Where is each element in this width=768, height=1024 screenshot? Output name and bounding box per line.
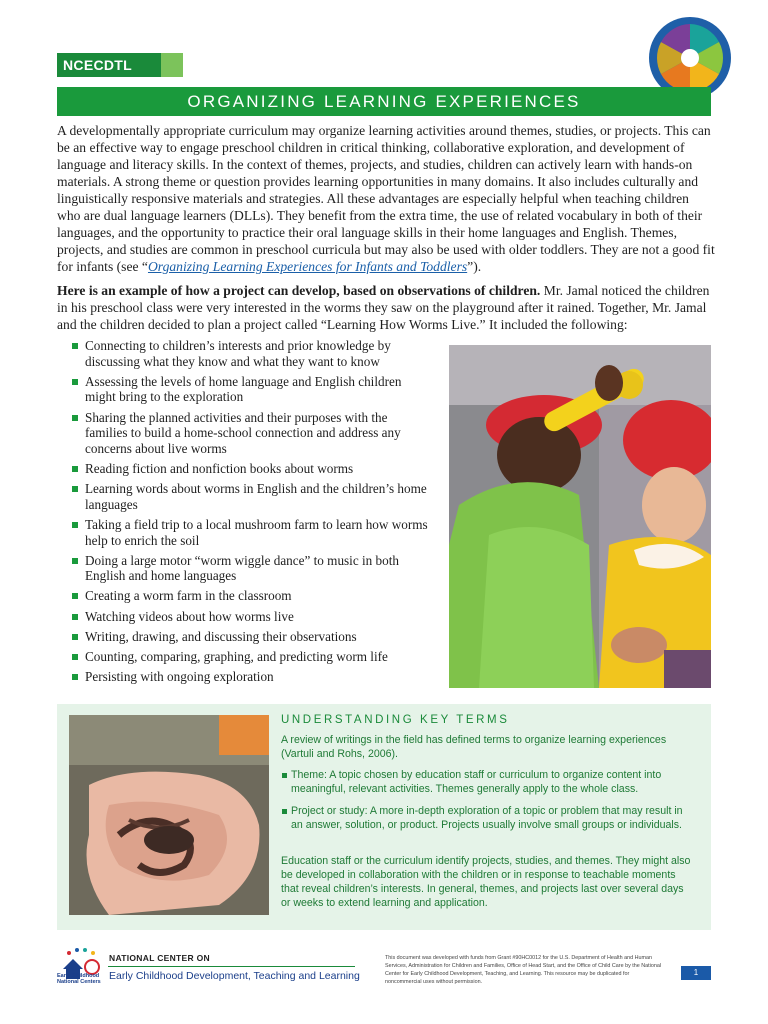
page-number: 1 bbox=[681, 966, 711, 980]
funding-disclaimer: This document was developed with funds from Grant #90HC0012 for the U.S. Department of Health and Human Services, Administration for Children and Families, Office of Head Start, and the Office of Child Care by the National Center for Early Childhood Development, Teaching, and Learning. This resource may be duplicated for noncommercial uses without permission. bbox=[385, 955, 662, 985]
key-terms-title: UNDERSTANDING KEY TERMS bbox=[281, 714, 510, 726]
intro-text: A developmentally appropriate curriculum may organize learning activities around themes, studies, or projects. This can be an effective way to engage preschool children in critical thinking, collaborative exploration, and development of language and literacy skills. In the context of themes, projects, and studies, children can actively learn with hands-on materials. A strong theme or question provides learning opportunities in many domains. It also includes culturally and linguistically responsive materials and strategies. All these advantages are especially helpful when teaching children who are dual language learners (DLLs). They benefit from the extra time, the use of related vocabulary in both of their languages, and the opportunity to practice their oral language skills in their home languages and English. Themes, projects, and studies are common in preschool curricula but may also be used with older toddlers. They are not a good fit for infants (see “ bbox=[57, 123, 715, 274]
list-item: Reading fiction and nonfiction books about worms bbox=[70, 461, 430, 477]
list-item: Persisting with ongoing exploration bbox=[70, 669, 430, 685]
key-terms-intro: A review of writings in the field has defined terms to organize learning experiences (Vartuli and Rohs, 2006). bbox=[281, 734, 667, 760]
list-item: Watching videos about how worms live bbox=[70, 609, 430, 625]
project-activities-list bbox=[70, 338, 430, 689]
key-terms-closing: Education staff or the curriculum identify projects, studies, and themes. They might also be developed in collaboration with the children or in response to teachable moments that reveal children’s interests. In general, themes, and projects last over several days or weeks to extend learning and application. bbox=[281, 855, 691, 909]
logo-caption: Early Childhood National Centers bbox=[57, 973, 101, 985]
center-name-bottom: Early Childhood Development, Teaching and Learning bbox=[109, 970, 360, 982]
list-item: Counting, comparing, graphing, and predicting worm life bbox=[70, 649, 430, 665]
infants-toddlers-link[interactable]: Organizing Learning Experiences for Infants and Toddlers bbox=[147, 259, 468, 274]
example-lead: Here is an example of how a project can develop, based on observations of children. bbox=[57, 283, 541, 298]
brand-label: NCECDTL bbox=[57, 53, 161, 77]
worm-in-hand-photo bbox=[69, 715, 269, 915]
example-text: Mr. Jamal noticed the children in his preschool class were very interested in the worms they saw on the playground after it rained. Together, Mr. Jamal and the children decided to plan a project called “Learning How Worms Live.” It included the following: bbox=[57, 283, 710, 332]
list-item: Project or study: A more in-depth exploration of a topic or problem that may result in an answer, solution, or product. Projects usually involve small groups or individuals. bbox=[281, 804, 691, 832]
intro-text-end: ”). bbox=[467, 259, 482, 274]
list-item: Taking a field trip to a local mushroom farm to learn how worms help to enrich the soil bbox=[70, 517, 430, 548]
brand-bar-accent bbox=[161, 53, 183, 77]
list-item: Creating a worm farm in the classroom bbox=[70, 588, 430, 604]
list-item: Doing a large motor “worm wiggle dance” to music in both English and home languages bbox=[70, 553, 430, 584]
brand-bar bbox=[57, 53, 183, 77]
children-magnifier-photo bbox=[449, 345, 711, 688]
intro-paragraph bbox=[57, 122, 715, 275]
list-item: Learning words about worms in English and the children’s home languages bbox=[70, 481, 430, 512]
title-bar bbox=[57, 87, 711, 116]
center-name-divider bbox=[108, 966, 355, 967]
list-item: Writing, drawing, and discussing their observations bbox=[70, 629, 430, 645]
center-name-top: NATIONAL CENTER ON bbox=[109, 953, 210, 963]
list-item: Connecting to children’s interests and prior knowledge by discussing what they know and what they want to know bbox=[70, 338, 430, 369]
example-paragraph bbox=[57, 282, 715, 333]
key-terms-list bbox=[281, 768, 691, 840]
page-title: ORGANIZING LEARNING EXPERIENCES bbox=[187, 92, 581, 111]
list-item: Theme: A topic chosen by education staff or curriculum to organize content into meaningful, relevant activities. Themes generally apply to the whole class. bbox=[281, 768, 691, 796]
list-item: Assessing the levels of home language and English children might bring to the exploration bbox=[70, 374, 430, 405]
list-item: Sharing the planned activities and their purposes with the families to build a home-school connection and address any concerns about live worms bbox=[70, 410, 430, 457]
